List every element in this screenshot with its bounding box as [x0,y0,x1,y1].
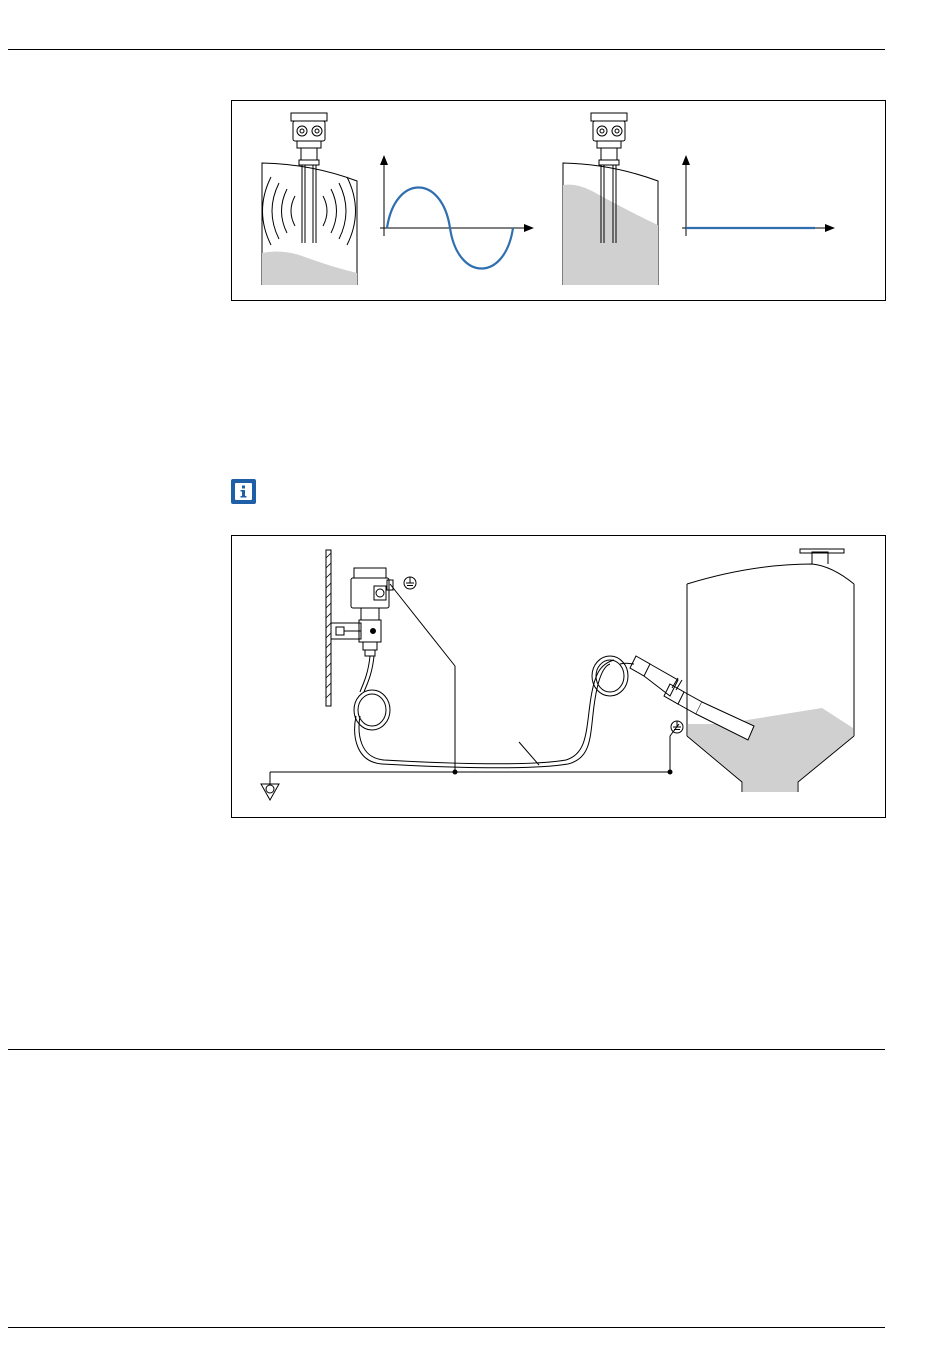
sensor-left [291,113,327,243]
ground-symbol [404,577,416,589]
signal-chart-oscillating [380,155,534,269]
figure-sensor-signal [231,100,886,301]
footer-rule [8,1327,885,1328]
wall [326,550,331,706]
info-icon [231,479,256,504]
tank-right [563,163,658,285]
medium-right [563,185,658,285]
tank-left [262,163,357,285]
junction-dot [668,770,673,775]
medium-left [262,252,357,285]
vibration-arcs [263,177,356,245]
potential-equalization-symbol [261,784,279,800]
figure-separate-housing-drawing [232,536,887,819]
section-rule [8,1049,885,1050]
silo-tank [687,549,854,792]
figure-separate-housing [231,535,886,818]
figure-sensor-signal-drawing [232,101,887,302]
connecting-cable [354,656,634,768]
mounting-bracket [331,623,361,639]
header-rule [8,49,885,50]
signal-chart-covered [682,155,835,236]
junction-dot [453,770,458,775]
electronics-housing [351,568,393,656]
